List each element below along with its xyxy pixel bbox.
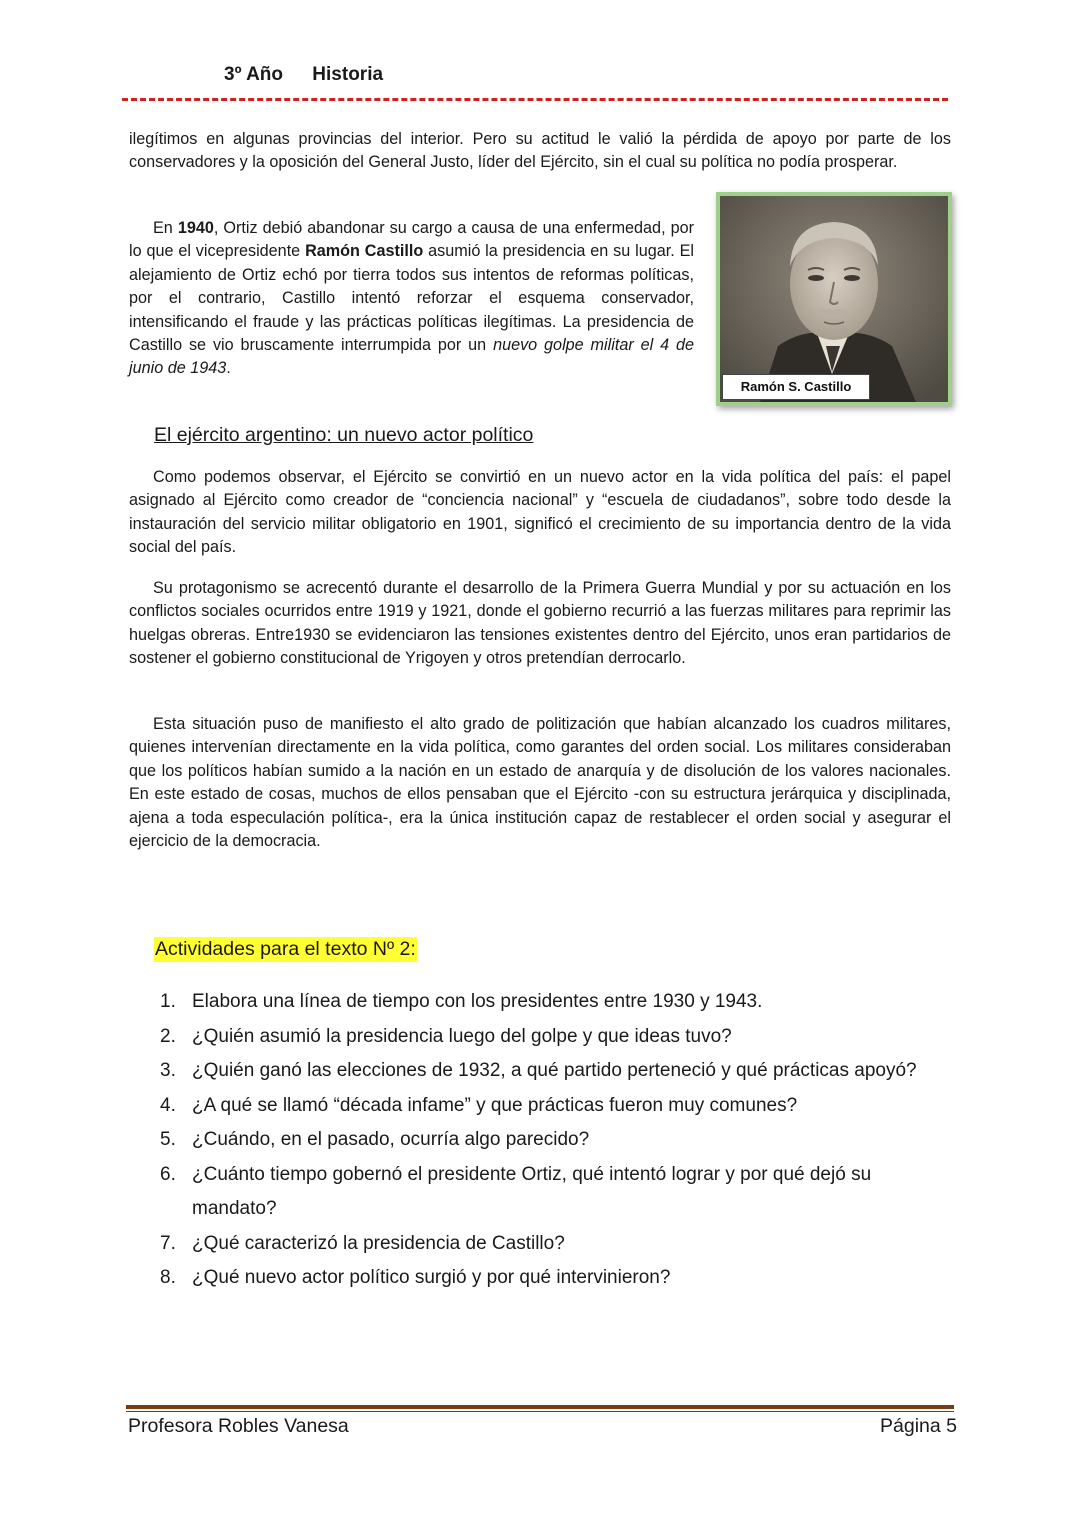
paragraph-2 xyxy=(129,217,694,381)
paragraph-2-italic: nuevo golpe militar el 4 de junio de 1943 xyxy=(129,336,694,378)
portrait-image xyxy=(720,196,948,402)
header-divider xyxy=(122,98,948,101)
paragraph-4: Su protagonismo se acrecentó durante el desarrollo de la Primera Guerra Mundial y por su actuación en los conflictos sociales ocurridos entre 1919 y 1921, donde el gobierno recurrió a las fuerzas militares para reprimir las huelgas obreras. Entre1930 se evidenciaron las tensiones existentes dentro del Ejército, unos eran partidarios de sostener el gobierno constitucional de Yrigoyen y otros pretendían derrocarlo. xyxy=(129,579,951,668)
section-title: El ejército argentino: un nuevo actor político xyxy=(154,424,534,446)
footer-divider xyxy=(126,1405,954,1409)
activity-text: ¿Quién asumió la presidencia luego del golpe y que ideas tuvo? xyxy=(192,1025,732,1047)
activity-text: ¿A qué se llamó “década infame” y que prácticas fueron muy comunes? xyxy=(192,1094,798,1116)
activity-item xyxy=(160,1261,960,1296)
activity-number: 2. xyxy=(160,1025,176,1047)
paragraph-2-year: 1940 xyxy=(177,219,214,237)
castillo-portrait xyxy=(716,192,952,406)
activity-number: 6. xyxy=(160,1163,176,1185)
footer-author: Profesora Robles Vanesa xyxy=(128,1415,349,1437)
activity-item xyxy=(160,1020,960,1055)
activity-number: 3. xyxy=(160,1060,176,1081)
activity-number: 4. xyxy=(160,1094,176,1116)
paragraph-2-text-a: En xyxy=(153,219,178,237)
paragraph-2-text-c: , Ortiz debió abandonar su cargo a causa de una enfermedad, por lo que el vicepresidente xyxy=(129,219,694,261)
activity-item xyxy=(160,1089,960,1124)
paragraph-2-name: Ramón Castillo xyxy=(305,242,424,261)
activity-text: ¿Cuándo, en el pasado, ocurría algo parecido? xyxy=(192,1129,590,1150)
activity-text: ¿Cuánto tiempo gobernó el presidente Ortiz, qué intentó lograr y por qué dejó su mandato? xyxy=(192,1163,872,1219)
activity-item xyxy=(160,1054,960,1089)
activity-item xyxy=(160,1227,960,1262)
activity-text: ¿Qué nuevo actor político surgió y por qué intervinieron? xyxy=(192,1267,671,1288)
activity-text: Elabora una línea de tiempo con los presidentes entre 1930 y 1943. xyxy=(192,991,763,1012)
activity-number: 5. xyxy=(160,1129,176,1150)
activity-text: ¿Quién ganó las elecciones de 1932, a qué partido perteneció y qué prácticas apoyó? xyxy=(192,1060,917,1081)
activity-text: ¿Qué caracterizó la presidencia de Castillo? xyxy=(192,1232,565,1254)
footer-page-number: Página 5 xyxy=(880,1415,957,1437)
paragraph-2-text-e: asumió la presidencia en su lugar. El alejamiento de Ortiz echó por tierra todos sus intentos de reformas políticas, por el contrario, Castillo intentó reforzar el esquema conservador, intensificando el fraude y las prácticas políticas ilegítimas. La presidencia de Castillo se vio bruscamente interrumpida por un xyxy=(129,242,694,355)
activity-number: 1. xyxy=(160,991,176,1012)
paragraph-1: ilegítimos en algunas provincias del interior. Pero su actitud le valió la pérdida de apoyo por parte de los conservadores y la oposición del General Justo, líder del Ejército, sin el cual su política no podía prosperar. xyxy=(129,130,951,172)
header-year: 3º Año xyxy=(224,64,284,85)
activities-title: Actividades para el texto Nº 2: xyxy=(155,938,416,960)
photo-caption: Ramón S. Castillo xyxy=(722,374,870,400)
activity-number: 8. xyxy=(160,1267,176,1288)
paragraph-2-text-g: . xyxy=(226,359,231,378)
activity-item xyxy=(160,1123,960,1158)
footer-divider-thin xyxy=(126,1411,954,1412)
activity-item xyxy=(160,985,960,1020)
activity-number: 7. xyxy=(160,1232,176,1254)
activities-list xyxy=(160,985,960,1296)
paragraph-5: Esta situación puso de manifiesto el alto grado de politización que habían alcanzado los cuadros militares, quienes intervenían directamente en la vida política, como garantes del orden social. Los militares consideraban que los políticos habían sumido a la nación en un estado de anarquía y de disolución de los valores nacionales. En este estado de cosas, muchos de ellos pensaban que el Ejército -con su estructura jerárquica y disciplinada, ajena a toda especulación política-, era la única institución capaz de restablecer el orden social y asegurar el ejercicio de la democracia. xyxy=(129,715,951,851)
paragraph-3: Como podemos observar, el Ejército se convirtió en un nuevo actor en la vida política del país: el papel asignado al Ejército como creador de “conciencia nacional” y “escuela de ciudadanos”, sobre todo desde la instauración del servicio militar obligatorio en 1901, significó el crecimiento de su importancia dentro de la vida social del país. xyxy=(129,468,951,557)
page-header xyxy=(224,64,407,86)
header-subject: Historia xyxy=(312,64,384,85)
activity-item xyxy=(160,1158,960,1227)
